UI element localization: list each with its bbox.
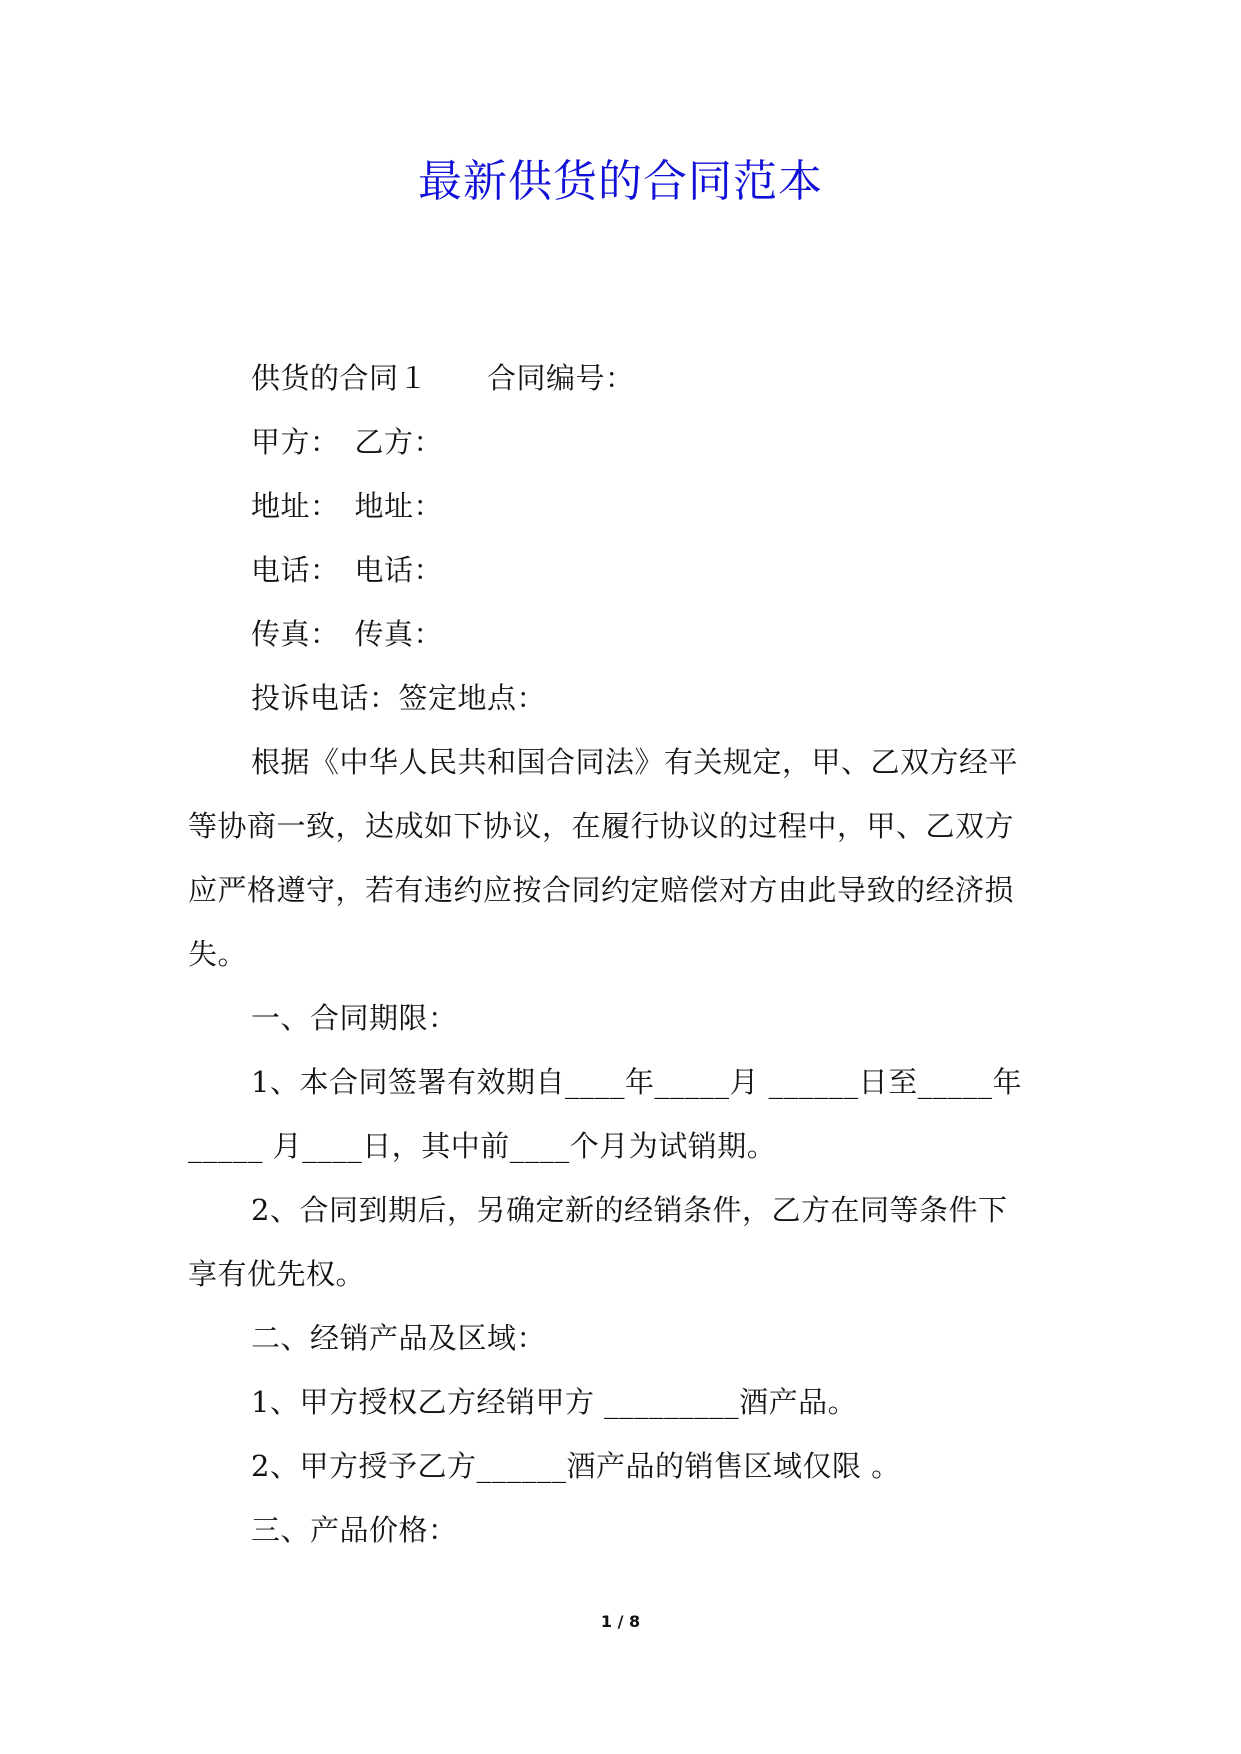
clause-line: 2、合同到期后，另确定新的经销条件，乙方在同等条件下: [251, 1193, 1008, 1227]
clause-line: 1、甲方授权乙方经销甲方 _________酒产品。: [251, 1385, 858, 1419]
phone-line: 电话： 电话：: [251, 553, 444, 587]
fax-line: 传真： 传真：: [251, 617, 444, 651]
paragraph-line: 应严格遵守，若有违约应按合同约定赔偿对方由此导致的经济损: [188, 873, 1015, 907]
party-line: 甲方： 乙方：: [251, 425, 444, 459]
paragraph-line: 根据《中华人民共和国合同法》有关规定，甲、乙双方经平: [251, 745, 1019, 779]
paragraph-line: 失。: [188, 937, 248, 971]
document-title: 最新供货的合同范本: [418, 156, 823, 207]
clause-line: 享有优先权。: [188, 1257, 366, 1291]
clause-line: 1、本合同签署有效期自____年_____月 ______日至_____年: [251, 1065, 1023, 1099]
address-line: 地址： 地址：: [251, 489, 444, 523]
paragraph-line: 等协商一致，达成如下协议，在履行协议的过程中，甲、乙双方: [188, 809, 1015, 843]
section-heading: 三、产品价格：: [251, 1513, 458, 1547]
clause-line: _____ 月____日，其中前____个月为试销期。: [188, 1129, 777, 1163]
contract-header-line: 供货的合同１ 合同编号：: [251, 361, 635, 395]
complaint-phone-line: 投诉电话：签定地点：: [251, 681, 547, 715]
clause-line: 2、甲方授予乙方______酒产品的销售区域仅限 。: [251, 1449, 901, 1483]
section-heading: 一、合同期限：: [251, 1001, 458, 1035]
page-number: 1 / 8: [600, 1612, 641, 1631]
section-heading: 二、经销产品及区域：: [251, 1321, 547, 1355]
